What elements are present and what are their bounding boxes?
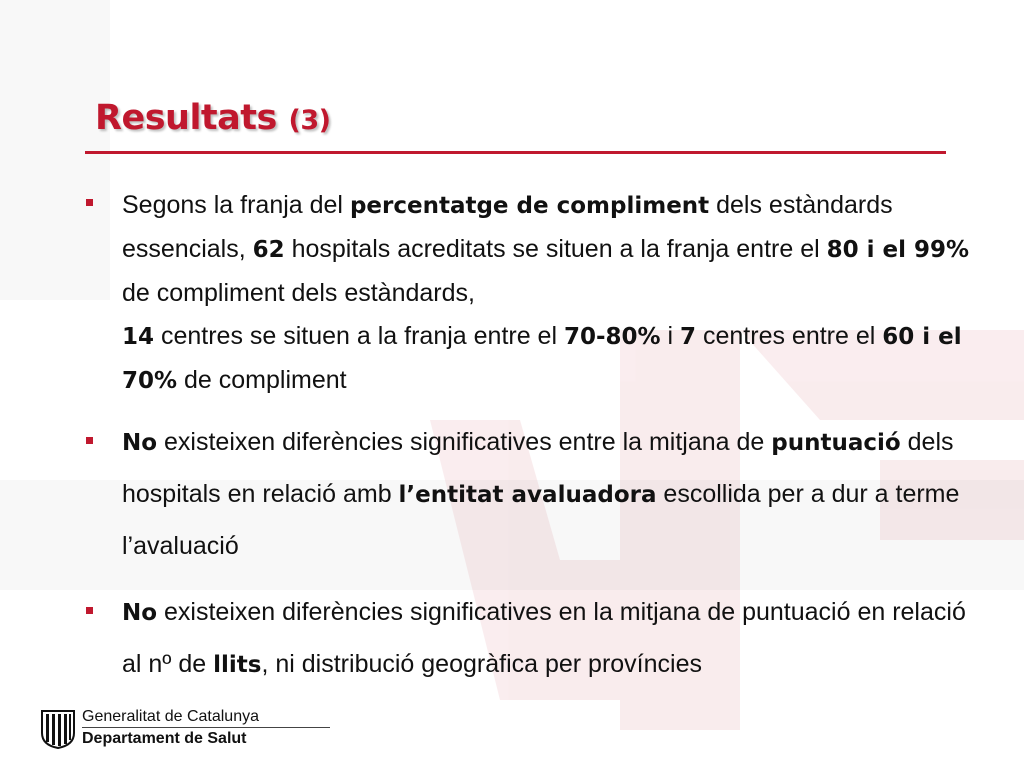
bold-run: 70-80% bbox=[563, 324, 661, 350]
bold-run: 62 bbox=[252, 237, 285, 263]
text-run: centres se situen a la franja entre el bbox=[154, 322, 564, 350]
bullet-item-compliance-bands bbox=[82, 184, 982, 403]
text-run: de compliment bbox=[177, 366, 347, 394]
slide-title bbox=[95, 98, 331, 138]
bullet-square-icon bbox=[86, 607, 93, 614]
generalitat-shield-icon bbox=[40, 709, 76, 749]
bold-run: No bbox=[122, 600, 158, 626]
text-run: i bbox=[660, 322, 681, 350]
text-run: escollida per a dur a terme l’avaluació bbox=[122, 480, 960, 560]
text-run: existeixen diferències significatives en la mitjana de puntuació en relació al nº de bbox=[122, 598, 966, 678]
bold-run: puntuació bbox=[771, 430, 901, 456]
text-run: , ni distribució geogràfica per províncies bbox=[261, 650, 702, 678]
text-run: centres entre el bbox=[696, 322, 883, 350]
slide-title-text: Resultats bbox=[95, 98, 277, 138]
bullet-item-beds-provinces bbox=[82, 587, 982, 691]
text-run: Segons la franja del bbox=[122, 191, 350, 219]
text-run: de compliment dels estàndards, bbox=[122, 279, 475, 307]
slide-title-number: (3) bbox=[288, 105, 331, 136]
bold-run: l’entitat avaluadora bbox=[398, 482, 657, 508]
text-run: dels estàndards essencials, bbox=[122, 191, 893, 263]
organization-name: Generalitat de Catalunya bbox=[82, 708, 259, 725]
bold-run: 80 i el 99% bbox=[826, 237, 970, 263]
text-run: existeixen diferències significatives entre la mitjana de bbox=[157, 428, 772, 456]
bullet-list bbox=[82, 184, 982, 691]
bold-run: 7 bbox=[680, 324, 697, 350]
text-run: hospitals acreditats se situen a la franja entre el bbox=[284, 235, 827, 263]
title-underline bbox=[85, 151, 946, 154]
department-name: Departament de Salut bbox=[82, 730, 247, 747]
bold-run: 14 bbox=[122, 324, 155, 350]
bullet-square-icon bbox=[86, 199, 93, 206]
text-run: dels hospitals en relació amb bbox=[122, 428, 954, 508]
bold-run: No bbox=[122, 430, 158, 456]
bullet-square-icon bbox=[86, 437, 93, 444]
bold-run: 60 i el 70% bbox=[122, 324, 962, 394]
bold-run: llits bbox=[213, 652, 262, 678]
footer-divider bbox=[82, 727, 330, 728]
bullet-item-evaluating-entity bbox=[82, 417, 982, 572]
bold-run: percentatge de compliment bbox=[349, 193, 710, 219]
